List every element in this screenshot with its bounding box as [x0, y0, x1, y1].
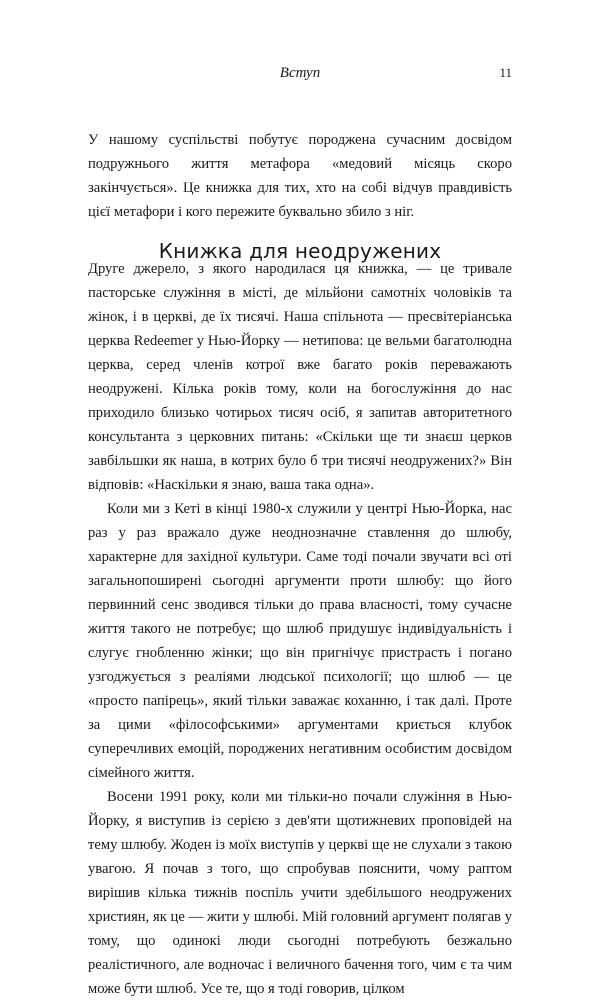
page-number: 11 [499, 65, 512, 80]
body-paragraph-1: Друге джерело, з якого народилася ця книжка, — це тривале пасторське служіння в місті, де мільйони самотніх чоловіків та жінок, і в церкві, де їх тисячі. Наша спільнота — пресвітеріанська церква Redeemer у Нью-Йорку — нетипова: це вельми багатолюдна церква, серед членів котрої вже багато років переважають неодружені. Кілька років тому, коли на богослужіння до нас приходило близько чотирьох тисяч осіб, я запитав авторитетного консультанта з церковних питань: «Скільки ще ти знаєш церков завбільшки як наша, в котрих було б три тисячі неодружених?» Він відповів: «Наскільки я знаю, ваша така одна». [88, 261, 512, 493]
section-body [88, 257, 512, 1001]
intro-text [88, 128, 512, 224]
running-head-title: Вступ [279, 65, 321, 81]
intro-paragraph-1: У нашому суспільстві побутує породжена сучасним досвідом подружнього життя метафора «медовий місяць скоро закінчується». Це книжка для тих, хто на собі відчув правдивість цієї метафори і кого пережите буквально збило з ніг. [88, 132, 512, 220]
body-paragraph-3: Восени 1991 року, коли ми тільки-но почали служіння в Нью-Йорку, я виступив із серією з дев'яти щотижневих проповідей на тему шлюбу. Жоден із моїх виступів у церкві ще не слухали з такою увагою. Я почав з того, що спробував пояснити, чому раптом вирішив кілька тижнів поспіль учити здебільшого неодружених християн, як це — жити у шлюбі. Мій головний аргумент полягав у тому, що одинокі люди сьогодні потребують безжально реалістичного, але водночас і величного бачення того, чим є та чим може бути шлюб. Усе те, що я тоді говорив, цілком [88, 789, 512, 997]
body-paragraph-2: Коли ми з Кеті в кінці 1980-х служили у центрі Нью-Йорка, нас раз у раз вражало дуже неоднозначне ставлення до шлюбу, характерне для західної культури. Саме тоді почали звучати всі оті загальнопоширені сьогодні аргументи проти шлюбу: що його первинний сенс зводився тільки до права власності, тому сучасне життя такого не потребує; що шлюб придушує індивідуальність і слугує гнобленню жінки; що він пригнічує пристрасть і погано узгоджується з реаліями людської психології; що шлюб — це «просто папірець», який тільки заважає коханню, і так далі. Проте за цими «філософськими» аргументами криється клубок суперечливих емоцій, породжених негативним особистим досвідом сімейного життя. [88, 501, 512, 781]
section-heading: Книжка для неодружених [158, 238, 442, 263]
